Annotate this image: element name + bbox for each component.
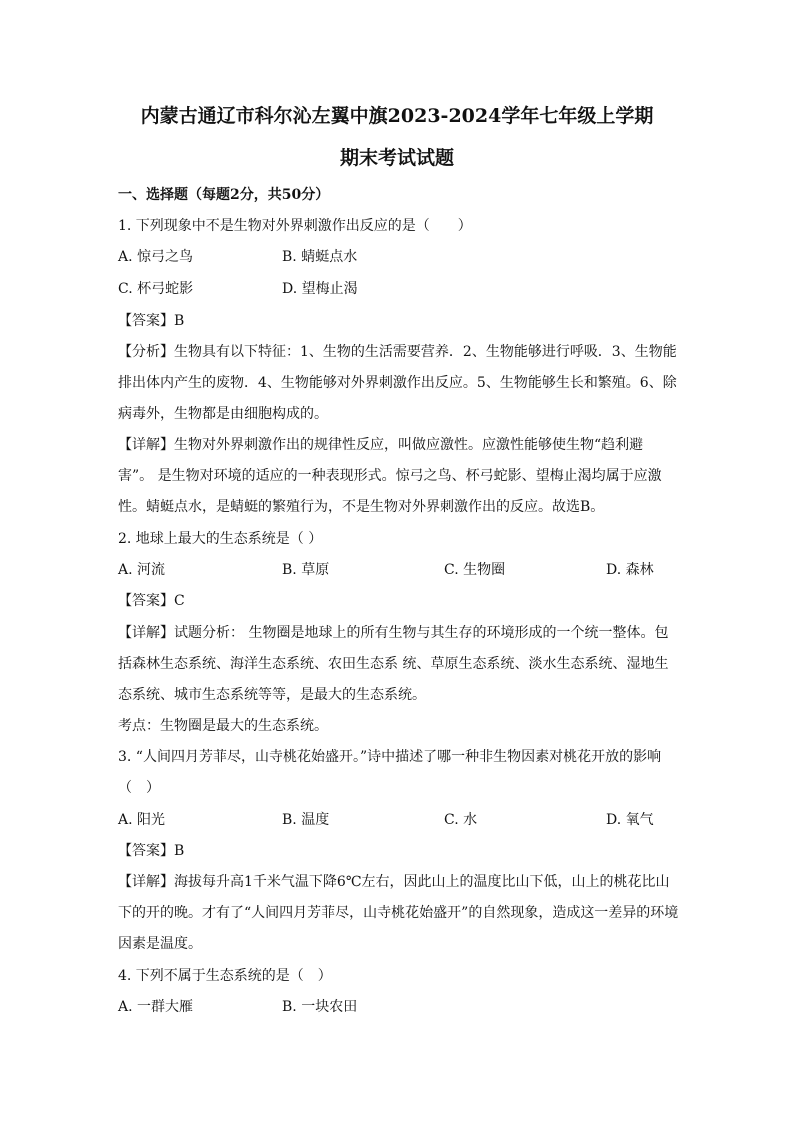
question-4-option-a: A. 一群大雁 <box>118 999 194 1015</box>
question-3-answer: 【答案】B <box>118 843 185 859</box>
question-2-detail-line: 括森林生态系统、海洋生态系统、农田生态系 统、草原生态系统、淡水生态系统、湿地生 <box>118 656 669 672</box>
question-3-option-d: D. 氧气 <box>606 812 654 828</box>
question-2-kaodian: 考点：生物圈是最大的生态系统。 <box>118 718 328 734</box>
question-1-detail-line: 性。蜻蜓点水，是蜻蜓的繁殖行为，不是生物对外界刺激作出的反应。故选B。 <box>118 499 605 515</box>
question-3-option-c: C. 水 <box>444 812 478 828</box>
question-3-stem-line: 3. “人间四月芳菲尽，山寺桃花始盛开。”诗中描述了哪一种非生物因素对桃花开放的影响 <box>118 749 662 765</box>
question-1-option-b: B. 蜻蜓点水 <box>282 249 358 265</box>
document-title-line1: 内蒙古通辽市科尔沁左翼中旗2023-2024学年七年级上学期 <box>140 105 654 127</box>
question-1-analysis-line: 病毒外，生物都是由细胞构成的。 <box>118 406 328 422</box>
question-4-option-b: B. 一块农田 <box>282 999 358 1015</box>
question-3-option-b: B. 温度 <box>282 812 330 828</box>
question-2-answer: 【答案】C <box>118 593 185 609</box>
question-3-option-a: A. 阳光 <box>118 812 166 828</box>
question-3-stem-line: （ ） <box>118 780 160 796</box>
question-1-detail-line: 害”。 是生物对环境的适应的一种表现形式。惊弓之鸟、杯弓蛇影、望梅止渴均属于应激 <box>118 468 662 484</box>
question-2-stem: 2. 地球上最大的生态系统是（ ） <box>118 531 323 547</box>
question-1-analysis-line: 排出体内产生的废物．4、生物能够对外界刺激作出反应。5、生物能够生长和繁殖。6、除 <box>118 375 677 391</box>
question-2-detail-line: 态系统、城市生态系统等等，是最大的生态系统。 <box>118 687 426 703</box>
question-1-detail-line: 【详解】生物对外界刺激作出的规律性反应，叫做应激性。应激性能够使生物“趋利避 <box>118 437 644 453</box>
question-3-detail-line: 因素是温度。 <box>118 936 202 952</box>
question-1-option-c: C. 杯弓蛇影 <box>118 281 194 297</box>
question-3-detail-line: 【详解】海拔每升高1千米气温下降6℃左右，因此山上的温度比山下低，山上的桃花比山 <box>118 874 670 890</box>
question-2-option-c: C. 生物圈 <box>444 562 506 578</box>
question-2-option-d: D. 森林 <box>606 562 654 578</box>
question-3-detail-line: 下的开的晚。才有了“人间四月芳菲尽，山寺桃花始盛开”的自然现象，造成这一差异的环境 <box>118 905 678 921</box>
question-4-stem: 4. 下列不属于生态系统的是（ ） <box>118 968 332 984</box>
document-title-line2: 期末考试试题 <box>339 147 454 169</box>
question-1-answer: 【答案】B <box>118 313 185 329</box>
question-1-option-a: A. 惊弓之鸟 <box>118 249 194 265</box>
question-2-detail-line: 【详解】试题分析： 生物圈是地球上的所有生物与其生存的环境形成的一个统一整体。包 <box>118 625 669 641</box>
section-heading: 一、选择题（每题2分，共50分） <box>118 187 330 203</box>
question-1-analysis-line: 【分析】生物具有以下特征：1、生物的生活需要营养．2、生物能够进行呼吸．3、生物能 <box>118 344 677 360</box>
question-2-option-b: B. 草原 <box>282 562 330 578</box>
question-1-option-d: D. 望梅止渴 <box>282 281 358 297</box>
question-1-stem: 1. 下列现象中不是生物对外界刺激作出反应的是（ ） <box>118 218 472 234</box>
question-2-option-a: A. 河流 <box>118 562 166 578</box>
